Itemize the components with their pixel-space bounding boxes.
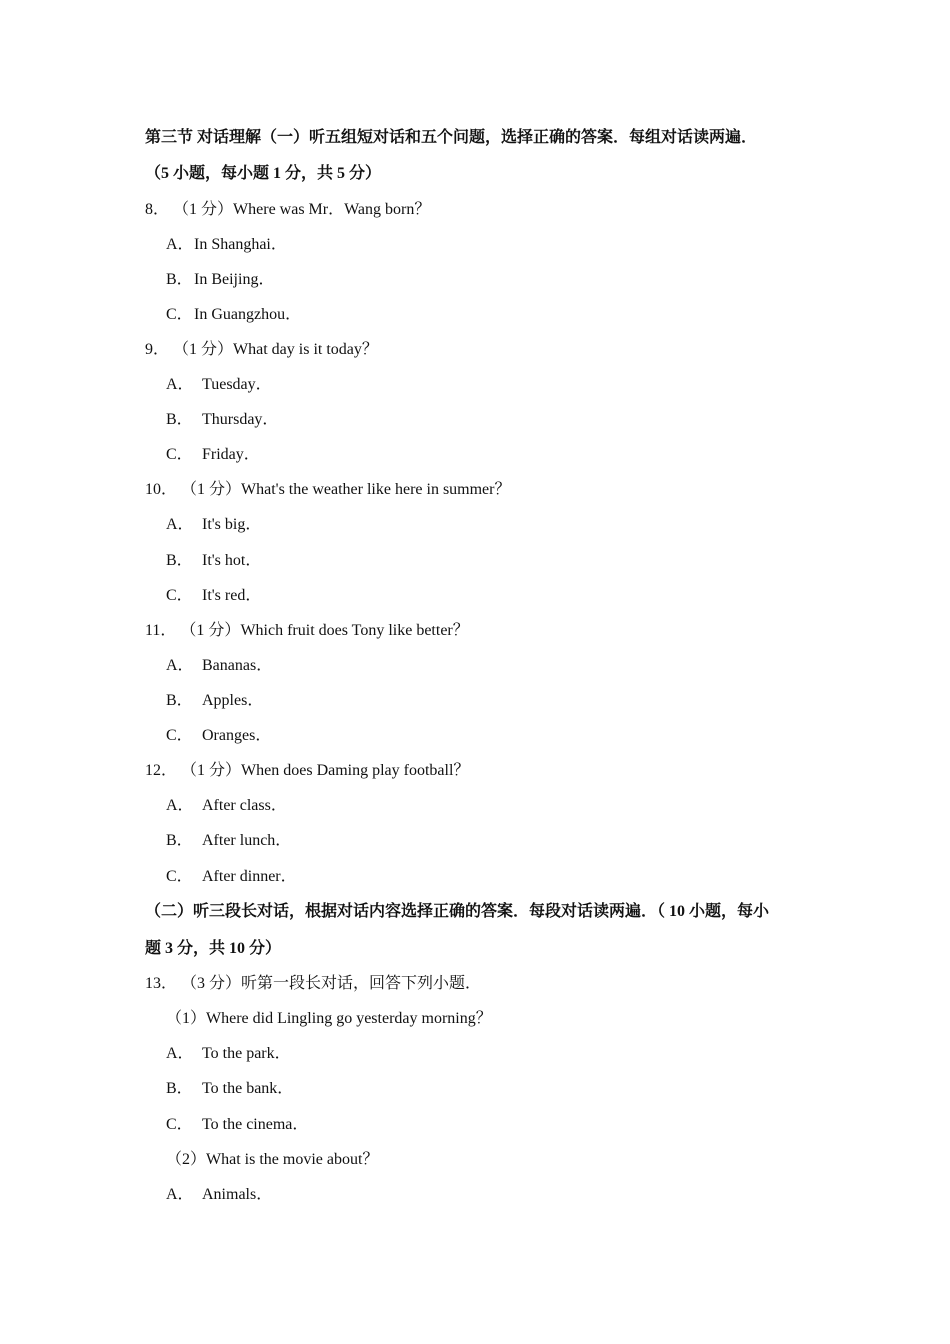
option-text: It's red． <box>202 587 262 604</box>
q13-subquestion-2: （2）What is the movie about？ <box>166 1151 379 1168</box>
option-text: After dinner． <box>202 868 297 885</box>
option-text: In Beijing． <box>194 271 275 288</box>
option-text: To the bank． <box>202 1080 294 1097</box>
option-text: Bananas． <box>202 657 273 674</box>
option-label: B． <box>166 271 193 288</box>
question-text: What's the weather like here in summer？ <box>241 481 511 498</box>
option-label: A． <box>166 516 194 533</box>
q10-option-a <box>166 515 261 535</box>
question-number: 12． <box>145 762 178 779</box>
option-text: It's hot． <box>202 552 262 569</box>
question-text: Which fruit does Tony like better？ <box>240 622 469 639</box>
option-label: A． <box>166 236 194 253</box>
q9-option-b <box>166 410 278 430</box>
option-label: C． <box>166 727 193 744</box>
question-score: （1 分） <box>173 341 234 358</box>
option-label: C． <box>166 306 193 323</box>
q10-option-b <box>166 551 261 571</box>
option-label: B． <box>166 832 193 849</box>
question-text: Where was Mr．Wang born？ <box>233 201 431 218</box>
option-label: A． <box>166 797 194 814</box>
question-text: When does Daming play football？ <box>241 762 470 779</box>
question-score: （1 分） <box>181 481 242 498</box>
option-text: Friday． <box>202 446 260 463</box>
q9-option-c <box>166 445 260 465</box>
option-label: C． <box>166 446 193 463</box>
option-label: A． <box>166 1186 194 1203</box>
option-label: A． <box>166 1045 194 1062</box>
question-score: （3 分） <box>181 975 242 992</box>
question-number: 10． <box>145 481 178 498</box>
section-heading-line2: （5 小题，每小题 1 分，共 5 分） <box>145 165 382 182</box>
q13-1-option-b <box>166 1079 293 1099</box>
option-label: B． <box>166 552 193 569</box>
q13-1-option-c <box>166 1115 308 1135</box>
option-text: In Shanghai． <box>194 236 287 253</box>
option-label: C． <box>166 868 193 885</box>
option-label: C． <box>166 587 193 604</box>
q8-option-a <box>166 235 287 255</box>
q12-option-b <box>166 831 291 851</box>
question-number: 9． <box>145 341 170 358</box>
question-text: 听第一段长对话，回答下列小题． <box>241 975 482 992</box>
q13-1-option-a <box>166 1044 291 1064</box>
question-score: （1 分） <box>173 201 234 218</box>
q8-option-b <box>166 270 274 290</box>
part2-heading-line1: （二）听三段长对话，根据对话内容选择正确的答案．每段对话读两遍．（ 10 小题，每小 <box>145 903 770 920</box>
q11-option-a <box>166 656 272 676</box>
q11-option-c <box>166 726 271 746</box>
option-label: B． <box>166 1080 193 1097</box>
option-text: To the cinema． <box>202 1116 309 1133</box>
question-score: （1 分） <box>180 622 241 639</box>
question-13 <box>145 974 481 994</box>
q12-option-a <box>166 796 287 816</box>
option-label: B． <box>166 411 193 428</box>
question-11 <box>145 621 469 641</box>
option-text: Thursday． <box>202 411 279 428</box>
part2-heading-line2: 题 3 分，共 10 分） <box>145 940 282 957</box>
option-text: Animals． <box>202 1186 273 1203</box>
option-label: C． <box>166 1116 193 1133</box>
q10-option-c <box>166 586 261 606</box>
question-12 <box>145 761 469 781</box>
question-score: （1 分） <box>181 762 242 779</box>
option-text: After lunch． <box>202 832 292 849</box>
q8-option-c <box>166 305 301 325</box>
question-8 <box>145 200 430 220</box>
question-10 <box>145 480 511 500</box>
question-number: 8． <box>145 201 170 218</box>
question-number: 13． <box>145 975 178 992</box>
option-text: To the park． <box>202 1045 291 1062</box>
option-text: It's big． <box>202 516 262 533</box>
section-heading-line1: 第三节 对话理解（一）听五组短对话和五个问题，选择正确的答案．每组对话读两遍． <box>145 129 758 146</box>
q13-subquestion-1: （1）Where did Lingling go yesterday morning？ <box>166 1010 492 1027</box>
option-label: A． <box>166 657 194 674</box>
q12-option-c <box>166 867 297 887</box>
q9-option-a <box>166 375 272 395</box>
option-label: B． <box>166 692 193 709</box>
option-text: Oranges． <box>202 727 272 744</box>
q11-option-b <box>166 691 263 711</box>
question-text: What day is it today？ <box>233 341 378 358</box>
question-number: 11． <box>145 622 177 639</box>
option-text: After class． <box>202 797 287 814</box>
option-text: Tuesday． <box>202 376 272 393</box>
option-label: A． <box>166 376 194 393</box>
option-text: Apples． <box>202 692 264 709</box>
q13-2-option-a <box>166 1185 272 1205</box>
option-text: In Guangzhou． <box>194 306 302 323</box>
question-9 <box>145 340 378 360</box>
